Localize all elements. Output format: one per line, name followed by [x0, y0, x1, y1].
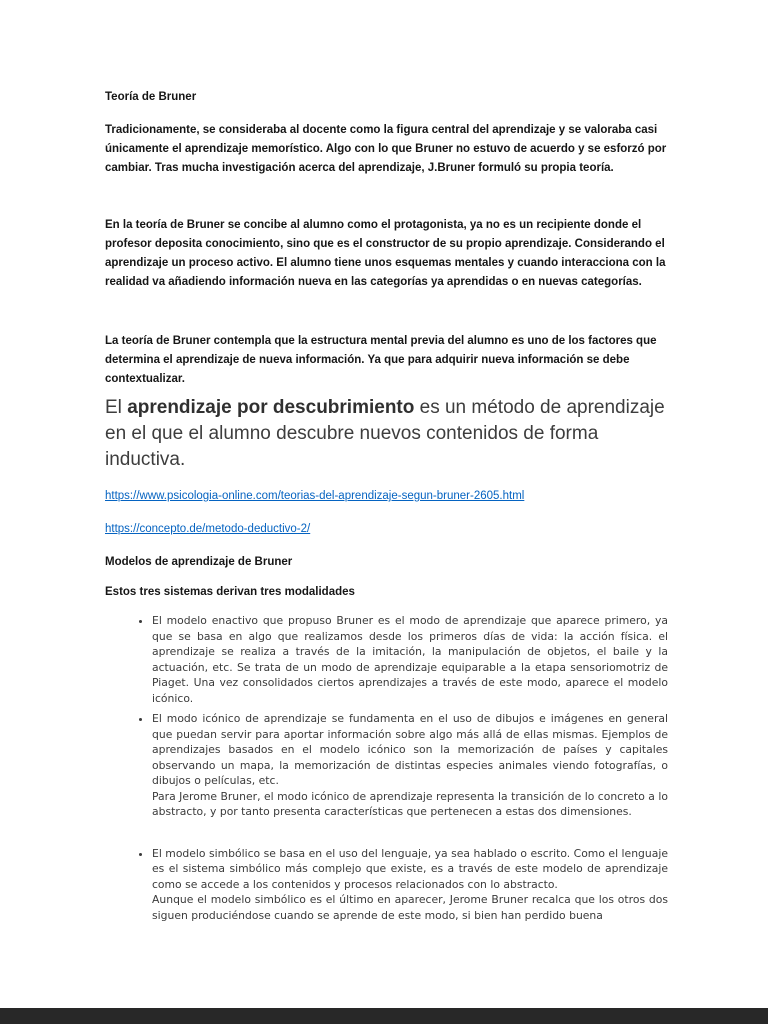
bullet-iconic-text: • El modo icónico de aprendizaje se fundamenta en el uso de dibujos e imágenes en general que puedan servir para aportar información sobre algo más allá de ellas mismas. Ejemplos de aprendizajes basados en el modelo icónico son la memorización de países y capitales observando un mapa, la memorización de distintas especies animales viendo fotografías, o dibujos o películas, etc. [152, 712, 668, 787]
discovery-heading-bold: aprendizaje por descubrimiento [127, 397, 415, 418]
list-item [152, 613, 668, 706]
link-line [105, 487, 668, 505]
subheading-modalities: Estos tres sistemas derivan tres modalidades [105, 586, 355, 598]
link-psicologia-online[interactable]: https://www.psicologia-online.com/teorias-del-aprendizaje-segun-bruner-2605.html [105, 490, 525, 502]
list-item [152, 711, 668, 820]
list-item [152, 846, 668, 924]
paragraph-protagonist: En la teoría de Bruner se concibe al alumno como el protagonista, ya no es un recipiente donde el profesor deposita conocimiento, sino que es el constructor de su propio aprendizaje. Considerando el aprendizaje un proceso activo. El alumno tiene unos esquemas mentales y cuando interacciona con la realidad va añadiendo información nueva en las categorías ya aprendidas o en nuevas categorías. [105, 219, 666, 288]
link-concepto[interactable]: https://concepto.de/metodo-deductivo-2/ [105, 523, 311, 535]
doc-title: Teoría de Bruner [105, 91, 197, 103]
link-line [105, 520, 668, 538]
subheading-models: Modelos de aprendizaje de Bruner [105, 556, 293, 568]
bullet-enactive-text: • El modelo enactivo que propuso Bruner es el modo de aprendizaje que aparece primero, ya que se basa en algo que realizamos desde los primeros días de vida: la acción física. el aprendizaje se realiza a través de la imitación, la manipulación de objetos, el baile y la actuación, etc. Se trata de un modo de aprendizaje equiparable a la etapa sensoriomotriz de Piaget. Una vez consolidados ciertos aprendizajes a través de este modo, aparece el modelo icónico. [152, 614, 668, 705]
discovery-heading-pre: El [105, 397, 128, 418]
discovery-heading-rest: es un método de aprendizaje en el que el alumno descubre nuevos contenidos de forma inductiva. [105, 397, 665, 470]
paragraph-mental-structure: La teoría de Bruner contempla que la estructura mental previa del alumno es uno de los factores que determina el aprendizaje de nueva información. Ya que para adquirir nueva información se debe contextualizar. [105, 335, 657, 385]
viewer-bottom-bar [0, 1008, 768, 1024]
paragraph-tradition: Tradicionamente, se consideraba al docente como la figura central del aprendizaje y se valoraba casi únicamente el aprendizaje memorístico. Algo con lo que Bruner no estuvo de acuerdo y se esforzó por cambiar. Tras mucha investigación acerca del aprendizaje, J.Bruner formuló su propia teoría. [105, 124, 667, 174]
discovery-learning-heading [105, 395, 668, 473]
bullet-iconic-extra: Para Jerome Bruner, el modo icónico de aprendizaje representa la transición de lo concreto a lo abstracto, y por tanto presenta características que pertenecen a estas dos dimensiones. [152, 789, 668, 818]
bullet-symbolic-extra: Aunque el modelo simbólico es el último en aparecer, Jerome Bruner recalca que los otros dos siguen produciéndose cuando se aprende de este modo, si bien han perdido buena [152, 893, 668, 922]
models-list [105, 613, 668, 923]
bullet-symbolic-text: • El modelo simbólico se basa en el uso del lenguaje, ya sea hablado o escrito. Como el lenguaje es el sistema simbólico más complejo que existe, es a través de este modelo de aprendizaje como se accede a los contenidos y procesos relacionados con lo abstracto. [152, 846, 668, 891]
